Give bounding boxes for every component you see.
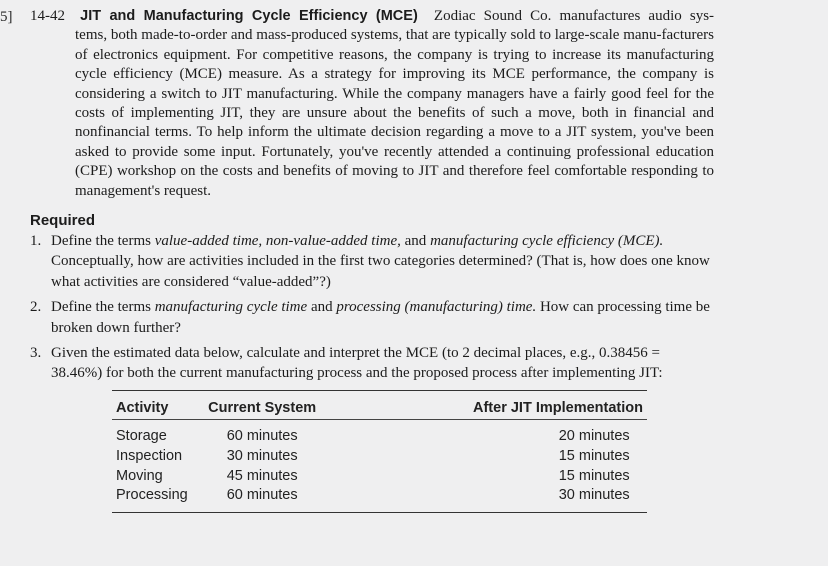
text-run: Define the terms	[51, 233, 155, 249]
item-text	[51, 231, 714, 292]
problem-statement	[30, 7, 714, 201]
italic-term: value-added time, non-value-added time,	[154, 233, 401, 249]
item-text	[51, 297, 714, 338]
text-run: and	[400, 233, 431, 249]
problem-body: tems, both made-to-order and mass-produced systems, that are typically sold to large-scale manu-facturers of electronics equipment. For competitive reasons, the company is trying to increase its manufacturing cycle efficiency (MCE) measure. As a strategy for improving its MCE performance, the company is considering a switch to JIT manufacturing. While the company managers have a fairly good feel for the costs of implementing JIT, they are unsure about the benefits of such a move, both in financial and nonfinancial terms. To help inform the ultimate decision regarding a move to a JIT system, you've been asked to provide some input. Fortunately, you've recently attended a continuing professional education (CPE) workshop on the costs and benefits of moving to JIT and therefore feel comfortable responding to management's request.	[75, 27, 714, 199]
table-row	[112, 447, 647, 467]
margin-mark: 5]	[0, 9, 13, 25]
problem-title: JIT and Manufacturing Cycle Efficiency (MCE)	[80, 8, 418, 24]
italic-term: manufacturing cycle efficiency (MCE).	[430, 233, 664, 249]
item-number: 2.	[30, 299, 42, 316]
item-number: 1.	[30, 233, 42, 249]
cell-after-jit: 30 minutes	[558, 487, 630, 504]
text-run: and	[307, 299, 337, 316]
text-run: How can processing time be broken down further?	[51, 299, 710, 336]
cell-current: 60 minutes	[226, 428, 298, 444]
text-run: Define the terms	[51, 299, 155, 316]
table-row	[112, 420, 647, 447]
required-item-1	[30, 231, 714, 292]
italic-term: manufacturing cycle time	[154, 299, 308, 316]
required-item-2	[30, 297, 714, 338]
cell-after-jit: 15 minutes	[558, 447, 630, 464]
cell-activity: Processing	[116, 487, 188, 504]
header-activity: Activity	[112, 391, 199, 420]
required-list	[30, 231, 714, 389]
cell-activity: Moving	[116, 467, 163, 484]
problem-number: 14-42	[30, 8, 65, 24]
cell-activity: Storage	[116, 428, 167, 444]
required-heading: Required	[30, 212, 96, 229]
header-after-jit: After JIT Implementation	[325, 391, 647, 420]
activity-table	[112, 390, 647, 513]
cell-activity: Inspection	[116, 447, 183, 464]
required-item-3	[30, 343, 714, 384]
cell-after-jit: 20 minutes	[558, 428, 630, 444]
table-row	[112, 486, 647, 512]
header-current-system: Current System	[199, 391, 325, 420]
text-run: Conceptually, how are activities included in the first two categories determined? (That is, how does one know what activities are considered “value-added”?)	[51, 253, 710, 290]
item-number: 3.	[30, 345, 42, 362]
cell-after-jit: 15 minutes	[558, 467, 630, 484]
table-header-row	[112, 391, 647, 420]
italic-term: processing (manufacturing) time.	[336, 299, 537, 316]
cell-current: 45 minutes	[226, 467, 298, 484]
cell-current: 30 minutes	[226, 447, 298, 464]
problem-first-line: Zodiac Sound Co. manufactures audio sys-	[433, 8, 715, 24]
table-row	[112, 467, 647, 487]
problem-header	[30, 7, 714, 26]
cell-current: 60 minutes	[226, 487, 298, 504]
item-text: Given the estimated data below, calculate and interpret the MCE (to 2 decimal places, e.g., 0.38456 = 38.46%) for both the current manufacturing process and the proposed process after implementing JIT:	[51, 345, 663, 382]
